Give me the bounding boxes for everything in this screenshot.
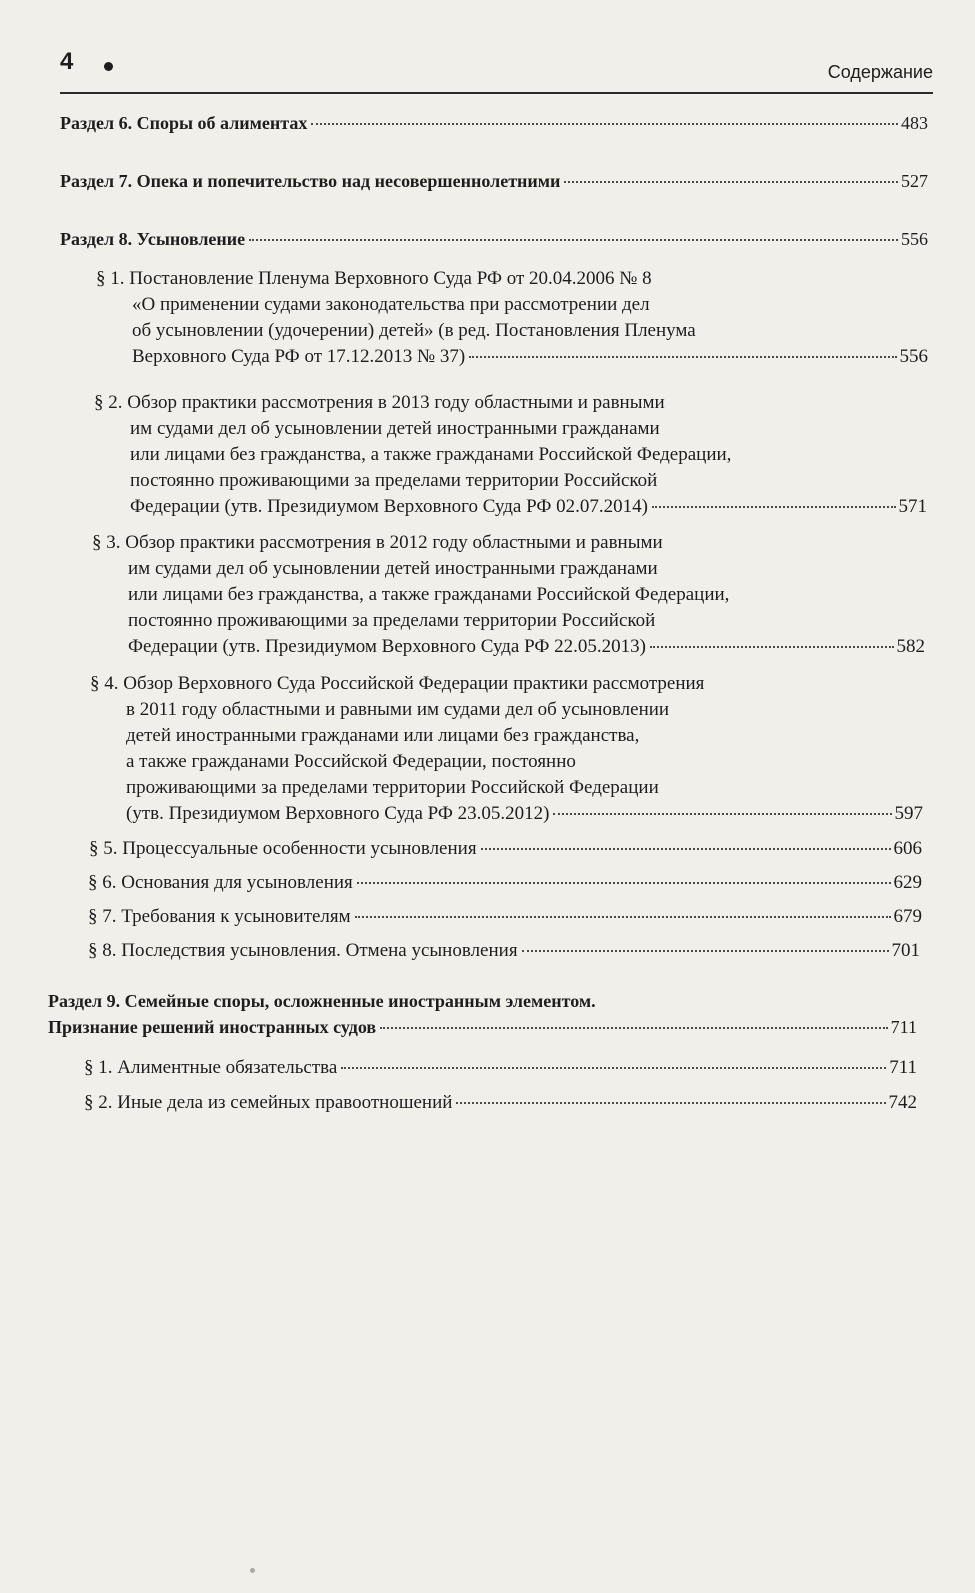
toc-entry-line: или лицами без гражданства, а также гражданами Российской Федерации, bbox=[130, 444, 732, 465]
toc-entry-line: Верховного Суда РФ от 17.12.2013 № 37) bbox=[132, 346, 466, 367]
toc-entry bbox=[60, 226, 928, 252]
toc-entry-line: Раздел 6. Споры об алиментах bbox=[60, 113, 308, 133]
dot-leader bbox=[311, 123, 898, 125]
toc-entry-line: § 2. Иные дела из семейных правоотношений bbox=[84, 1092, 453, 1113]
toc-page-number: 742 bbox=[888, 1092, 917, 1113]
toc-entry-line: или лицами без гражданства, а также гражданами Российской Федерации, bbox=[128, 584, 730, 605]
toc-entry-last-line bbox=[60, 226, 928, 252]
toc-entry bbox=[60, 110, 928, 136]
toc-entry-last-line bbox=[84, 1090, 917, 1116]
toc-page-number: 701 bbox=[891, 940, 920, 961]
toc-entry-line: § 8. Последствия усыновления. Отмена усыновления bbox=[88, 940, 518, 961]
dot-leader bbox=[469, 356, 896, 358]
toc-entry bbox=[84, 1090, 917, 1116]
toc-page-number: 711 bbox=[890, 1017, 917, 1037]
toc-entry bbox=[48, 988, 917, 1040]
running-header bbox=[60, 44, 933, 94]
toc-entry-line: § 4. Обзор Верховного Суда Российской Федерации практики рассмотрения bbox=[90, 673, 705, 694]
dot-leader bbox=[380, 1027, 888, 1029]
toc-page-number: 679 bbox=[893, 906, 922, 927]
toc-page-number: 606 bbox=[893, 838, 922, 859]
toc-entry-line: в 2011 году областными и равными им судами дел об усыновлении bbox=[126, 699, 670, 720]
toc-entry-line: Раздел 9. Семейные споры, осложненные иностранным элементом. bbox=[48, 991, 596, 1011]
toc-entry-line: (утв. Президиумом Верховного Суда РФ 23.05.2012) bbox=[126, 803, 550, 824]
toc-entry-last-line bbox=[48, 1014, 917, 1040]
toc-page-number: 483 bbox=[901, 113, 928, 133]
paper-speck bbox=[250, 1568, 255, 1573]
toc-entry-last-line bbox=[60, 168, 928, 194]
toc-entry-last-line bbox=[84, 1055, 917, 1081]
toc-entry-last-line bbox=[88, 904, 922, 930]
toc-entry-last-line bbox=[88, 870, 922, 896]
toc-entry-line: а также гражданами Российской Федерации, постоянно bbox=[126, 751, 576, 772]
toc-page-number: 582 bbox=[896, 636, 925, 657]
dot-leader bbox=[249, 239, 898, 241]
toc-entry bbox=[60, 168, 928, 194]
toc-entry bbox=[84, 1055, 917, 1081]
toc-entry-line: им судами дел об усыновлении детей иностранными гражданами bbox=[128, 558, 658, 579]
dot-leader bbox=[553, 813, 891, 815]
toc-entry-line: § 5. Процессуальные особенности усыновления bbox=[89, 838, 477, 859]
toc-page-number: 711 bbox=[889, 1057, 917, 1078]
toc-page-number: 571 bbox=[898, 496, 927, 517]
toc-entry-line: постоянно проживающими за пределами территории Российской bbox=[130, 470, 658, 491]
bullet-icon bbox=[104, 62, 113, 71]
toc-entry bbox=[90, 671, 923, 827]
toc-entry-last-line bbox=[92, 634, 925, 660]
toc-entry bbox=[88, 904, 922, 930]
toc-entry-line: Раздел 8. Усыновление bbox=[60, 229, 246, 249]
toc-page-number: 556 bbox=[901, 229, 928, 249]
toc-entry-line: § 6. Основания для усыновления bbox=[88, 872, 353, 893]
toc-entry bbox=[92, 530, 925, 660]
toc-entry-line: проживающими за пределами территории Российской Федерации bbox=[126, 777, 659, 798]
section-title: Содержание bbox=[827, 62, 933, 82]
dot-leader bbox=[522, 950, 889, 952]
dot-leader bbox=[355, 916, 891, 918]
toc-entry-line: Раздел 7. Опека и попечительство над несовершеннолетними bbox=[60, 171, 561, 191]
toc-entry-line: § 1. Постановление Пленума Верховного Суда РФ от 20.04.2006 № 8 bbox=[96, 268, 652, 289]
dot-leader bbox=[357, 882, 891, 884]
toc-page-number: 629 bbox=[893, 872, 922, 893]
toc-entry-line: им судами дел об усыновлении детей иностранными гражданами bbox=[130, 418, 660, 439]
dot-leader bbox=[341, 1067, 886, 1069]
toc-entry-last-line bbox=[96, 344, 928, 370]
toc-entry-line: «О применении судами законодательства при рассмотрении дел bbox=[132, 294, 650, 315]
toc-entry-last-line bbox=[94, 494, 927, 520]
toc-entry bbox=[89, 836, 922, 862]
toc-entry-line: § 7. Требования к усыновителям bbox=[88, 906, 351, 927]
toc-entry bbox=[88, 870, 922, 896]
dot-leader bbox=[650, 646, 894, 648]
page-number: 4 bbox=[60, 48, 74, 75]
toc-entry-last-line bbox=[89, 836, 922, 862]
dot-leader bbox=[456, 1102, 885, 1104]
toc-entry bbox=[96, 266, 928, 370]
dot-leader bbox=[481, 848, 891, 850]
dot-leader bbox=[652, 506, 896, 508]
toc-entry bbox=[88, 938, 920, 964]
toc-entry-line: Федерации (утв. Президиумом Верховного Суда РФ 02.07.2014) bbox=[130, 496, 648, 517]
toc-entry-line: § 3. Обзор практики рассмотрения в 2012 году областными и равными bbox=[92, 532, 663, 553]
toc-entry-line: об усыновлении (удочерении) детей» (в ред. Постановления Пленума bbox=[132, 320, 696, 341]
toc-page-number: 597 bbox=[894, 803, 923, 824]
toc-entry bbox=[94, 390, 927, 520]
toc-page-number: 556 bbox=[899, 346, 928, 367]
toc-entry-line: постоянно проживающими за пределами территории Российской bbox=[128, 610, 656, 631]
dot-leader bbox=[564, 181, 898, 183]
toc-page-number: 527 bbox=[901, 171, 928, 191]
toc-entry-last-line bbox=[60, 110, 928, 136]
toc-entry-last-line bbox=[90, 801, 923, 827]
toc-entry-line: Признание решений иностранных судов bbox=[48, 1017, 377, 1037]
toc-entry-line: Федерации (утв. Президиумом Верховного Суда РФ 22.05.2013) bbox=[128, 636, 646, 657]
toc-entry-last-line bbox=[88, 938, 920, 964]
toc-entry-line: детей иностранными гражданами или лицами без гражданства, bbox=[126, 725, 640, 746]
toc-entry-line: § 2. Обзор практики рассмотрения в 2013 году областными и равными bbox=[94, 392, 665, 413]
toc-entry-line: § 1. Алиментные обязательства bbox=[84, 1057, 338, 1078]
